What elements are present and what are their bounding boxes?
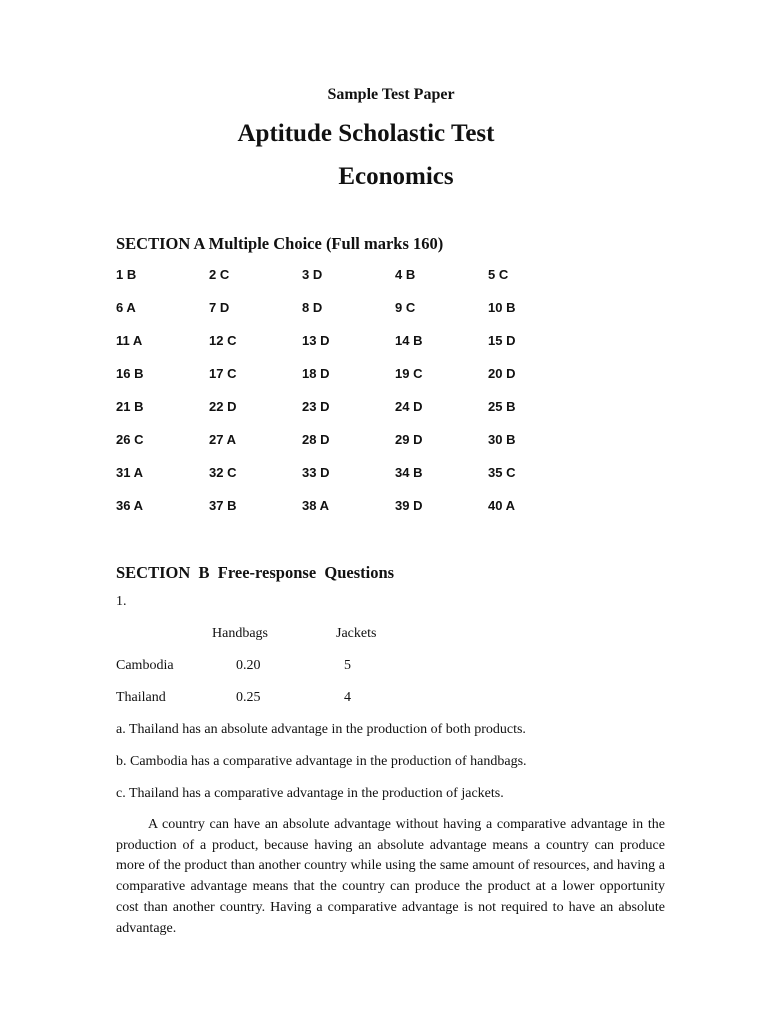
table-header-row [116, 626, 416, 658]
answer-cell: 26 C [116, 432, 144, 447]
answer-cell: 17 C [209, 366, 237, 381]
answer-cell: 27 A [209, 432, 236, 447]
answer-row [116, 465, 536, 498]
explanation-paragraph: A country can have an absolute advantage without having a comparative advantage in the production of a product, because having an absolute advantage means a country can produce more of the product than another country while using the same amount of resources, and having a comparative advantage means that the country can produce the product at a lower opportunity cost than another country. Having a comparative advantage is not required to have an absolute advantage. [116, 817, 665, 936]
answer-cell: 36 A [116, 498, 143, 513]
answer-c: c. Thailand has a comparative advantage in the production of jackets. [116, 786, 504, 801]
section-b-heading: SECTION B Free-response Questions [116, 563, 395, 582]
answer-cell: 20 D [488, 366, 516, 381]
answer-cell: 34 B [395, 465, 423, 480]
answer-cell: 21 B [116, 399, 144, 414]
answer-cell: 33 D [302, 465, 330, 480]
test-title: Aptitude Scholastic Test [237, 120, 495, 147]
answer-row [116, 267, 536, 300]
multiple-choice-answer-grid [116, 267, 536, 531]
handbags-value: 0.20 [236, 658, 261, 673]
answer-list [116, 722, 676, 818]
answer-row [116, 333, 536, 366]
answer-cell: 8 D [302, 300, 323, 315]
answer-cell: 9 C [395, 300, 416, 315]
jackets-value: 5 [344, 658, 351, 673]
answer-cell: 3 D [302, 267, 323, 282]
answer-cell: 30 B [488, 432, 516, 447]
answer-cell: 19 C [395, 366, 423, 381]
column-header-handbags: Handbags [212, 626, 268, 641]
answer-cell: 18 D [302, 366, 330, 381]
answer-cell: 10 B [488, 300, 516, 315]
answer-cell: 25 B [488, 399, 516, 414]
answer-row [116, 300, 536, 333]
answer-cell: 4 B [395, 267, 416, 282]
answer-cell: 24 D [395, 399, 423, 414]
answer-cell: 15 D [488, 333, 516, 348]
answer-cell: 23 D [302, 399, 330, 414]
answer-cell: 28 D [302, 432, 330, 447]
answer-cell: 31 A [116, 465, 143, 480]
answer-cell: 1 B [116, 267, 137, 282]
question-number: 1. [116, 594, 127, 609]
answer-cell: 32 C [209, 465, 237, 480]
answer-cell: 13 D [302, 333, 330, 348]
answer-a: a. Thailand has an absolute advantage in the production of both products. [116, 722, 526, 737]
section-a-heading: SECTION A Multiple Choice (Full marks 160) [116, 234, 444, 253]
column-header-jackets: Jackets [336, 626, 377, 641]
table-row [116, 658, 416, 690]
answer-cell: 29 D [395, 432, 423, 447]
country-label: Cambodia [116, 658, 174, 673]
answer-cell: 6 A [116, 300, 136, 315]
answer-cell: 11 A [116, 333, 143, 348]
answer-row [116, 498, 536, 531]
answer-cell: 39 D [395, 498, 423, 513]
handbags-value: 0.25 [236, 690, 261, 705]
answer-row [116, 399, 536, 432]
answer-cell: 16 B [116, 366, 144, 381]
jackets-value: 4 [344, 690, 351, 705]
answer-b: b. Cambodia has a comparative advantage in the production of handbags. [116, 754, 527, 769]
answer-cell: 2 C [209, 267, 230, 282]
answer-cell: 22 D [209, 399, 237, 414]
subject-title: Economics [338, 163, 454, 190]
country-label: Thailand [116, 690, 166, 705]
table-row [116, 690, 416, 722]
answer-cell: 38 A [302, 498, 329, 513]
answer-row [116, 432, 536, 465]
production-table [116, 626, 416, 722]
answer-cell: 7 D [209, 300, 230, 315]
answer-cell: 37 B [209, 498, 237, 513]
sample-test-paper-label: Sample Test Paper [327, 86, 455, 103]
answer-cell: 5 C [488, 267, 509, 282]
answer-cell: 14 B [395, 333, 423, 348]
answer-row [116, 366, 536, 399]
answer-cell: 12 C [209, 333, 237, 348]
answer-cell: 35 C [488, 465, 516, 480]
answer-cell: 40 A [488, 498, 515, 513]
